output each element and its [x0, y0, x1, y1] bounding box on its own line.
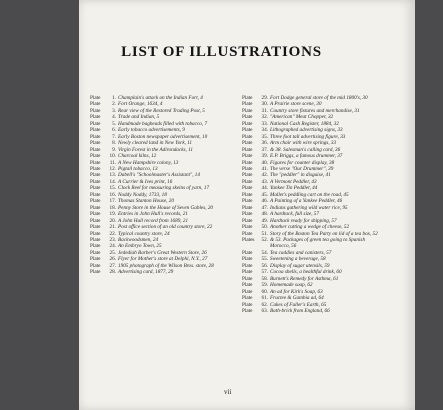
plate-label: Plate	[242, 288, 253, 295]
illustration-caption: An ad for Kirk's Soap, 63	[270, 288, 323, 295]
plate-number: 9.	[112, 146, 116, 153]
illustration-caption: Hardtack ready for shipping, 57	[270, 217, 337, 224]
plate-number: 19.	[109, 211, 116, 218]
illustration-caption: Entries in John Hull's records, 21	[118, 211, 188, 218]
plate-number: 28.	[109, 269, 116, 276]
illustration-entry	[242, 237, 382, 250]
plate-number: 34.	[261, 127, 268, 134]
illustration-caption: "American" Meat Chopper, 32	[270, 114, 334, 121]
illustration-caption: Clock Reel for measuring skeins of yarn, 17	[118, 185, 210, 192]
illustration-caption: Mallet's peddling cart on the road, 45	[270, 191, 349, 198]
illustration-caption: Early tobacco advertisements, 9	[118, 127, 185, 134]
plate-number: 18.	[109, 204, 116, 211]
illustration-entry	[90, 269, 230, 275]
illustration-caption: Display of sugar utensils, 59	[270, 262, 330, 269]
plate-number: 37.	[261, 146, 268, 153]
plate-label: Plate	[90, 256, 101, 263]
plate-number: 11.	[109, 159, 116, 166]
illustration-caption: Another cutting a wedge of cheese, 52	[270, 224, 350, 231]
plate-label: Plate	[242, 198, 253, 205]
plate-number: 29.	[261, 95, 268, 101]
plate-label: Plate	[242, 120, 253, 127]
plate-label: Plate	[90, 262, 101, 269]
plate-label: Plate	[90, 198, 101, 205]
plate-number: 27.	[109, 262, 116, 269]
plate-label: Plate	[90, 243, 101, 250]
plate-label: Plate	[90, 191, 101, 198]
illustration-caption: Fort Dodge general store of the mid 1800's, 30	[270, 95, 368, 101]
illustration-caption: Post office section of an old country store, 22	[118, 224, 213, 231]
plate-label: Plate	[90, 146, 101, 153]
plate-label: Plate	[90, 211, 101, 218]
illustration-caption: & 53. Packages of green tea going to Spanish Morocco, 56	[270, 236, 366, 250]
plate-label: Plate	[242, 172, 253, 179]
plate-label: Plate	[242, 153, 253, 160]
plate-label: Plate	[90, 153, 101, 160]
plate-number: 26.	[109, 256, 116, 263]
plate-number: 62.	[261, 301, 268, 308]
illustration-caption: Flyer for Mother's store at Delphi, N.Y., 27	[118, 256, 208, 263]
illustration-caption: Jedediah Barber's Great Western Store, 26	[118, 249, 207, 256]
plate-number: 13.	[109, 172, 116, 179]
plate-number: 21.	[109, 224, 116, 231]
plate-label: Plate	[242, 178, 253, 185]
plate-label: Plate	[90, 185, 101, 192]
plate-label: Plate	[242, 159, 253, 166]
plate-label: Plate	[90, 269, 101, 276]
illustration-caption: Homemade soap, 62	[270, 282, 313, 289]
plate-number: 1.	[112, 95, 116, 101]
plate-number: 6.	[112, 127, 116, 134]
illustration-caption: Yankee Tin Peddler, 44	[270, 185, 318, 192]
plate-number: 32.	[261, 114, 268, 121]
plate-number: 39.	[261, 153, 268, 160]
plate-label: Plate	[242, 140, 253, 147]
plate-label: Plate	[90, 204, 101, 211]
plate-number: 4.	[112, 114, 116, 121]
plate-label: Plate	[242, 224, 253, 231]
plate-number: 46.	[261, 198, 268, 205]
illustration-caption: Charcoal kilns, 12	[118, 153, 157, 160]
plate-number: 57.	[261, 269, 268, 276]
plate-label: Plate	[90, 224, 101, 231]
plate-number: 12.	[109, 165, 116, 172]
plate-label: Plate	[90, 107, 101, 114]
illustration-caption: A Currier & Ives print, 16	[118, 178, 173, 185]
plate-number: 30.	[261, 101, 268, 108]
plate-number: 20.	[109, 217, 116, 224]
plate-number: 60.	[261, 288, 268, 295]
plate-number: 48.	[261, 211, 268, 218]
plate-label: Plate	[242, 101, 253, 108]
plate-label: Plate	[242, 133, 253, 140]
plate-label: Plate	[90, 217, 101, 224]
plate-label: Plates	[242, 236, 255, 243]
illustration-caption: The verse "Our Drummer", 39	[270, 165, 334, 172]
plate-number: 41.	[261, 165, 268, 172]
illustration-caption: Indians gathering wild water rice, 95	[270, 204, 348, 211]
plate-label: Plate	[90, 159, 101, 166]
illustration-caption: A Vermont Peddler, 43	[270, 178, 317, 185]
plate-label: Plate	[242, 146, 253, 153]
illustration-caption: A Painting of a Yankee Peddler, 46	[270, 198, 343, 205]
plate-number: 3.	[112, 107, 116, 114]
illustration-caption: Rear view of the Restored Trading Post, 5	[118, 107, 205, 114]
plate-label: Plate	[242, 165, 253, 172]
plate-number: 24.	[109, 243, 116, 250]
plate-label: Plate	[242, 107, 253, 114]
illustration-caption: National Cash Register, 1884, 32	[270, 120, 339, 127]
plate-label: Plate	[242, 230, 253, 237]
plate-label: Plate	[90, 101, 101, 108]
plate-label: Plate	[242, 295, 253, 302]
illustration-caption: A John Hull record from 1689, 21	[118, 217, 189, 224]
plate-number: 35.	[261, 133, 268, 140]
plate-label: Plate	[242, 191, 253, 198]
plate-number: 7.	[112, 133, 116, 140]
illustration-caption: Country store fixtures and merchandise, 31	[270, 107, 360, 114]
plate-label: Plate	[242, 217, 253, 224]
plate-number: 25.	[109, 249, 116, 256]
illustration-caption: Sweetening a beverage, 58	[270, 256, 326, 263]
illustration-caption: E.P. Briggs, a famous drummer, 37	[270, 153, 343, 160]
illustration-caption: A hardtack, full size, 57	[270, 211, 319, 218]
illustration-caption: & 38. Salesman's calling card, 36	[270, 146, 341, 153]
plate-number: 43.	[261, 178, 268, 185]
illustration-caption: Trade and Indian, 5	[118, 114, 160, 121]
plate-number: 56.	[261, 262, 268, 269]
plate-label: Plate	[242, 301, 253, 308]
illustration-caption: An Embryo Town, 25	[118, 243, 162, 250]
plate-number: 8.	[112, 140, 116, 147]
plate-label: Plate	[90, 133, 101, 140]
illustration-caption: Three foot tall advertising figure, 33	[270, 133, 346, 140]
illustration-caption: A New Hampshire colony, 13	[118, 159, 179, 166]
plate-label: Plate	[242, 282, 253, 289]
plate-number: 42.	[261, 172, 268, 179]
plate-number: 36.	[261, 140, 268, 147]
plate-label: Plate	[90, 172, 101, 179]
illustration-caption: Bath-brick from England, 66	[270, 307, 330, 314]
plate-label: Plate	[90, 114, 101, 121]
plate-number: 2.	[112, 101, 116, 108]
illustration-caption: Arm chair with wire springs, 33	[270, 140, 337, 147]
page-number: vii	[224, 388, 232, 396]
illustration-caption: Tea caddies and canisters, 57	[270, 249, 332, 256]
plate-number: 51.	[261, 230, 268, 237]
plate-label: Plate	[242, 204, 253, 211]
plate-number: 23.	[109, 236, 116, 243]
plate-label: Plate	[90, 120, 101, 127]
illustration-caption: Cocoa shells, a healthful drink, 60	[270, 269, 342, 276]
plate-number: 63.	[261, 307, 268, 314]
plate-number: 33.	[261, 120, 268, 127]
plate-number: 16.	[109, 191, 116, 198]
plate-number: 17.	[109, 198, 116, 205]
illustration-caption: A Prairie store scene, 30	[270, 101, 322, 108]
illustration-caption: Pigtail tobacco, 13	[118, 165, 158, 172]
plate-label: Plate	[242, 249, 253, 256]
plate-number: 58.	[261, 275, 268, 282]
plate-number: 55.	[261, 256, 268, 263]
plate-label: Plate	[90, 236, 101, 243]
plate-number: 14.	[109, 178, 116, 185]
plate-label: Plate	[242, 127, 253, 134]
plate-number: 5.	[112, 120, 116, 127]
illustration-caption: Lithographed advertising signs, 33	[270, 127, 343, 134]
plate-number: 59.	[261, 282, 268, 289]
plate-number: 61.	[261, 295, 268, 302]
illustration-caption: Typical country store, 24	[118, 230, 170, 237]
illustration-caption: Dabell's "Schoolmaster's Assistant", 14	[118, 172, 200, 179]
plate-label: Plate	[90, 249, 101, 256]
plate-label: Plate	[242, 256, 253, 263]
illustration-caption: Fructee & Gambia ad, 64	[270, 295, 324, 302]
illustration-caption: Penny Store in the House of Seven Gables, 20	[118, 204, 214, 211]
illustration-caption: Virgin Forest in the Adirondacks, 11	[118, 146, 193, 153]
plate-label: Plate	[90, 178, 101, 185]
page-title: LIST OF ILLUSTRATIONS	[121, 44, 322, 60]
illustration-caption: Noddy Noddy, 1733, 18	[118, 191, 167, 198]
illustration-caption: Handmade bagheads filled with tobacco, 7	[118, 120, 208, 127]
plate-label: Plate	[242, 95, 253, 101]
plate-label: Plate	[242, 185, 253, 192]
plate-label: Plate	[90, 127, 101, 134]
plate-number: 40.	[261, 159, 268, 166]
plate-label: Plate	[242, 114, 253, 121]
illustration-caption: Story of the Boston Tea Party on lid of a tea box, 52	[270, 230, 378, 237]
illustration-caption: Champlain's attack on the Indian Fort, 4	[118, 95, 203, 101]
illustration-caption: Early Boston newspaper advertisement, 10	[118, 133, 208, 140]
illustration-caption: Backwoodsmen, 24	[118, 236, 159, 243]
plate-number: 22.	[109, 230, 116, 237]
plate-label: Plate	[90, 230, 101, 237]
plate-label: Plate	[242, 269, 253, 276]
plate-number: 54.	[261, 249, 268, 256]
illustration-caption: Burnett's Remedy for Asthma, 61	[270, 275, 339, 282]
illustration-caption: Advertising card, 1877, 29	[118, 269, 174, 276]
illustration-entry	[242, 308, 382, 314]
plate-number: 44.	[261, 185, 268, 192]
illustration-caption: Thomas Stanton House, 20	[118, 198, 174, 205]
plate-number: 50.	[261, 224, 268, 231]
illustration-caption: Newly cleared land in New York, 11	[118, 140, 193, 147]
plate-label: Plate	[242, 262, 253, 269]
illustration-caption: Fort Orange, 1634, 4	[118, 101, 163, 108]
illustration-list-right	[242, 95, 382, 314]
plate-number: 10.	[109, 153, 116, 160]
plate-number: 52.	[261, 236, 268, 243]
illustration-caption: Figures for counter display, 38	[270, 159, 335, 166]
illustration-caption: Cakes of Fuller's Earth, 65	[270, 301, 327, 308]
plate-number: 45.	[261, 191, 268, 198]
illustration-list-left	[90, 95, 230, 276]
plate-label: Plate	[90, 140, 101, 147]
plate-number: 47.	[261, 204, 268, 211]
plate-label: Plate	[242, 275, 253, 282]
plate-label: Plate	[90, 95, 101, 101]
illustration-caption: The "peddler" in disguise, 41	[270, 172, 331, 179]
plate-label: Plate	[242, 307, 253, 314]
plate-number: 31.	[261, 107, 268, 114]
plate-label: Plate	[90, 165, 101, 172]
plate-number: 15.	[109, 185, 116, 192]
plate-number: 49.	[261, 217, 268, 224]
plate-label: Plate	[242, 211, 253, 218]
illustration-caption: 1905 photograph of the Wilson Bros. store, 28	[118, 262, 214, 269]
